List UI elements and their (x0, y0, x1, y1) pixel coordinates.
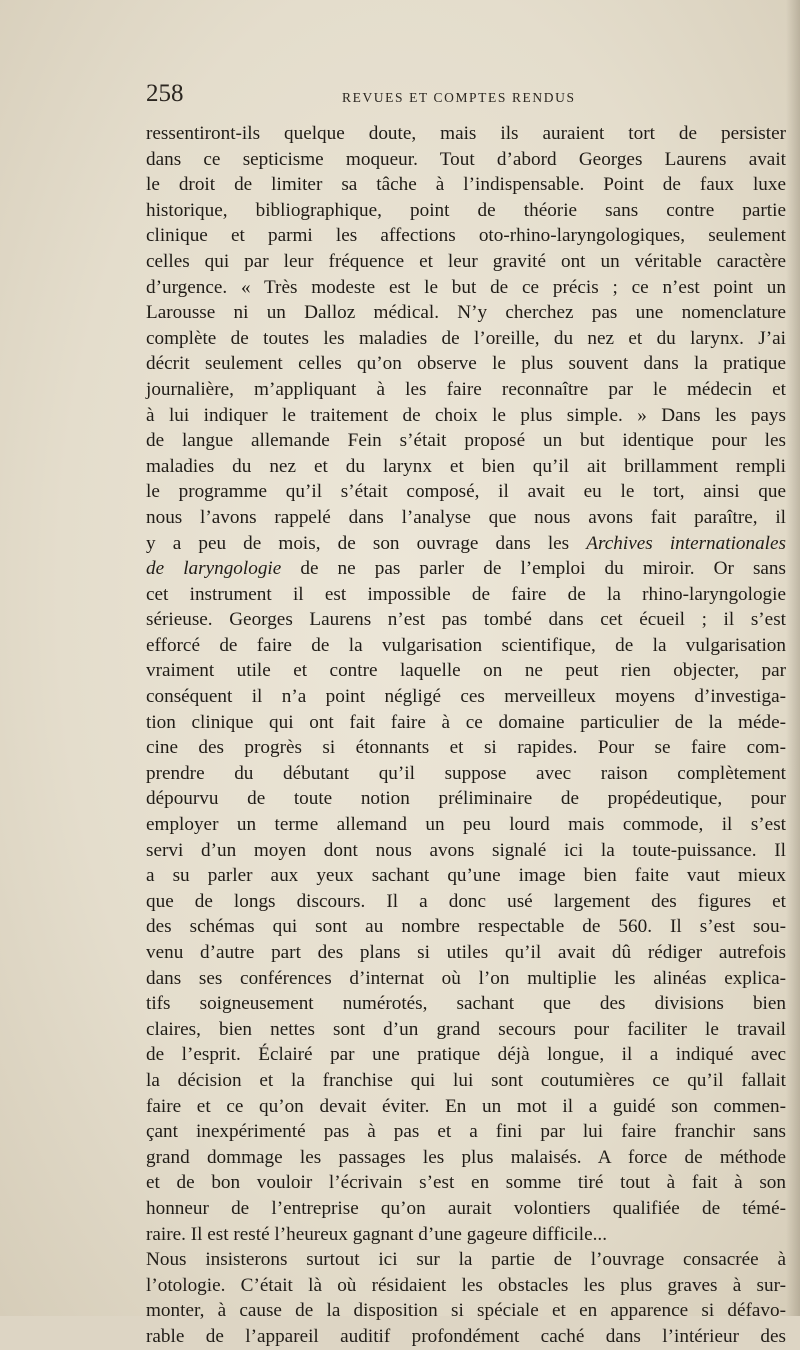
text-line: cine des progrès si étonnants et si rapides. Pour se faire com- (146, 737, 786, 759)
italic-title: de laryngologie (146, 558, 282, 580)
running-head (146, 80, 786, 110)
text-line: dans ses conférences d’internat où l’on multiplie les alinéas explica- (146, 967, 786, 989)
text-line: décrit seulement celles qu’on observe le plus souvent dans la pratique (146, 353, 786, 375)
body-text (146, 121, 786, 1350)
text-line: clinique et parmi les affections oto-rhino-laryngologiques, seulement (146, 225, 786, 247)
text-line-with-italic (146, 556, 786, 582)
text-line: Larousse ni un Dalloz médical. N’y cherchez pas une nomenclature (146, 302, 786, 324)
text-line: claires, bien nettes sont d’un grand secours pour faciliter le travail (146, 1018, 786, 1040)
text-line: cet instrument il est impossible de faire de la rhino-laryngologie (146, 583, 786, 605)
text-line: dans ce septicisme moqueur. Tout d’abord Georges Laurens avait (146, 148, 786, 170)
text-line: vraiment utile et contre laquelle on ne peut rien objecter, par (146, 660, 786, 682)
text-fragment: de ne pas parler de l’emploi du miroir. Or sans (300, 558, 786, 580)
text-line: celles qui par leur fréquence et leur gravité ont un véritable caractère (146, 250, 786, 272)
text-line: Nous insisterons surtout ici sur la partie de l’ouvrage consacrée à (146, 1249, 786, 1271)
text-line: nous l’avons rappelé dans l’analyse que nous avons fait paraître, il (146, 506, 786, 528)
text-line: le programme qu’il s’était composé, il avait eu le tort, ainsi que (146, 481, 786, 503)
text-line: çant inexpérimenté pas à pas et a fini par lui faire franchir sans (146, 1121, 786, 1143)
text-line: la décision et la franchise qui lui sont coutumières ce qu’il fallait (146, 1069, 786, 1091)
text-line: et de bon vouloir l’écrivain s’est en somme tiré tout à fait à son (146, 1172, 786, 1194)
text-line: raire. Il est resté l’heureux gagnant d’une gageure difficile... (146, 1223, 608, 1245)
text-line: prendre du débutant qu’il suppose avec raison complètement (146, 762, 786, 784)
text-line: ressentiront-ils quelque doute, mais ils auraient tort de persister (146, 123, 786, 144)
paragraph-2 (146, 1247, 786, 1349)
text-line: maladies du nez et du larynx et bien qu’il ait brillamment rempli (146, 455, 786, 477)
text-line: des schémas qui sont au nombre respectable de 560. Il s’est sou- (146, 916, 786, 938)
text-line: de l’esprit. Éclairé par une pratique déjà longue, il a indiqué avec (146, 1044, 786, 1066)
text-fragment: y a peu de mois, de son ouvrage dans les (146, 532, 570, 554)
text-line: tion clinique qui ont fait faire à ce domaine particulier de la méde- (146, 711, 786, 733)
text-line: le droit de limiter sa tâche à l’indispensable. Point de faux luxe (146, 174, 786, 196)
italic-title: Archives internationales (586, 532, 786, 554)
paragraph-1 (146, 121, 786, 1247)
text-line-with-italic (146, 531, 786, 557)
text-line: à lui indiquer le traitement de choix le plus simple. » Dans les pays (146, 404, 786, 426)
text-line: honneur de l’entreprise qu’on aurait volontiers qualifiée de témé- (146, 1197, 786, 1219)
text-line: rable de l’appareil auditif profondément caché dans l’intérieur des (146, 1325, 786, 1347)
text-line: complète de toutes les maladies de l’oreille, du nez et du larynx. J’ai (146, 327, 786, 349)
text-line: grand dommage les passages les plus malaisés. A force de méthode (146, 1146, 786, 1168)
text-line: d’urgence. « Très modeste est le but de ce précis ; ce n’est point un (146, 276, 786, 298)
text-line: tifs soigneusement numérotés, sachant que des divisions bien (146, 993, 786, 1015)
text-line: que de longs discours. Il a donc usé largement des figures et (146, 890, 786, 912)
text-line: sérieuse. Georges Laurens n’est pas tombé dans cet écueil ; il s’est (146, 609, 786, 631)
text-line: servi d’un moyen dont nous avons signalé ici la toute-puissance. Il (146, 839, 786, 861)
text-line: l’otologie. C’était là où résidaient les obstacles les plus graves à sur- (146, 1274, 786, 1296)
text-line: dépourvu de toute notion préliminaire de propédeutique, pour (146, 788, 786, 810)
text-line: faire et ce qu’on devait éviter. En un mot il a guidé son commen- (146, 1095, 786, 1117)
text-line: employer un terme allemand un peu lourd mais commode, il s’est (146, 814, 786, 836)
text-line: journalière, m’appliquant à les faire reconnaître par le médecin et (146, 378, 786, 400)
journal-title: REVUES ET COMPTES RENDUS (342, 90, 576, 105)
text-line: efforcé de faire de la vulgarisation scientifique, de la vulgarisation (146, 634, 786, 656)
text-line: historique, bibliographique, point de théorie sans contre partie (146, 199, 786, 221)
text-line: monter, à cause de la disposition si spéciale et en apparence si défavo- (146, 1300, 786, 1322)
text-line: a su parler aux yeux sachant qu’une image bien faite vaut mieux (146, 865, 786, 887)
page-number: 258 (146, 80, 184, 107)
text-line: venu d’autre part des plans si utiles qu’il avait dû rédiger autrefois (146, 942, 786, 963)
text-line: conséquent il n’a point négligé ces merveilleux moyens d’investiga- (146, 686, 786, 708)
text-line: de langue allemande Fein s’était proposé un but identique pour les (146, 430, 786, 452)
